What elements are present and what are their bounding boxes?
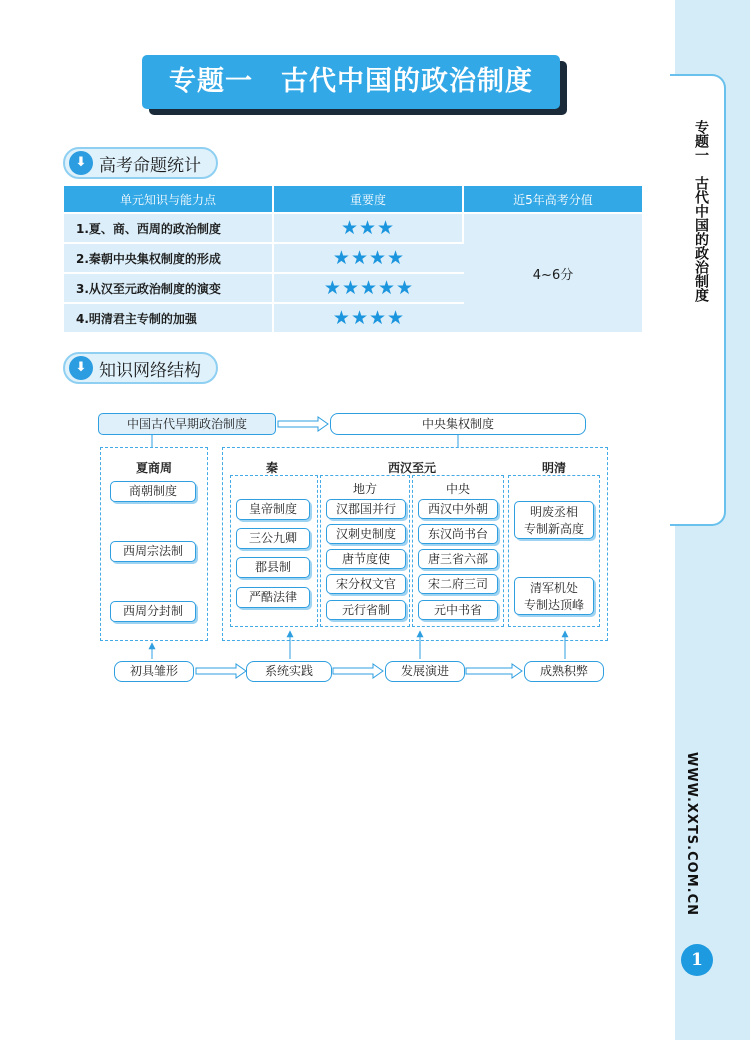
concept-box: 东汉尚书台	[418, 524, 498, 544]
concept-box: 三公九卿	[236, 528, 310, 549]
section-label: 高考命题统计	[99, 155, 201, 176]
side-chapter-label: 专题一 古代中国的政治制度	[693, 120, 709, 302]
side-website-url: WWW.XXTS.COM.CN	[684, 752, 699, 916]
concept-box: 元行省制	[326, 600, 406, 620]
stage-box: 成熟积弊	[524, 661, 604, 682]
star-rating: ★★★★	[274, 242, 464, 272]
concept-box: 元中书省	[418, 600, 498, 620]
table-header-cell: 近5年高考分值	[464, 186, 642, 212]
topic-cell: 1.夏、商、西周的政治制度	[64, 212, 274, 242]
concept-box: 明废丞相 专制新高度	[514, 501, 594, 539]
table-header-cell: 重要度	[274, 186, 464, 212]
concept-box: 皇帝制度	[236, 499, 310, 520]
stage-box: 初具雏形	[114, 661, 194, 682]
knowledge-network-diagram	[90, 405, 630, 695]
concept-box: 西汉中外朝	[418, 499, 498, 519]
concept-box: 郡县制	[236, 557, 310, 578]
concept-box: 西周分封制	[110, 601, 196, 622]
group-header-qin: 秦	[265, 461, 278, 475]
topic-cell: 4.明清君主专制的加强	[64, 302, 274, 332]
topic-cell: 2.秦朝中央集权制度的形成	[64, 242, 274, 272]
page-title: 专题一 古代中国的政治制度	[142, 55, 560, 109]
early-politics-box: 中国古代早期政治制度	[98, 413, 276, 435]
table-header-row	[64, 186, 642, 212]
star-rating: ★★★★	[274, 302, 464, 332]
concept-box: 严酷法律	[236, 587, 310, 608]
concept-box: 唐三省六部	[418, 549, 498, 569]
stage-box: 发展演进	[385, 661, 465, 682]
group-header-ming-qing: 明清	[541, 461, 566, 475]
subheader-local: 地方	[352, 482, 377, 496]
concept-box: 汉刺史制度	[326, 524, 406, 544]
star-rating: ★★★	[274, 212, 464, 242]
table-row	[64, 212, 642, 242]
section-label: 知识网络结构	[99, 360, 201, 381]
section-head-network	[63, 352, 218, 384]
concept-box: 唐节度使	[326, 549, 406, 569]
table-header-cell: 单元知识与能力点	[64, 186, 274, 212]
concept-box: 宋二府三司	[418, 574, 498, 594]
topic-cell: 3.从汉至元政治制度的演变	[64, 272, 274, 302]
concept-box: 宋分权文官	[326, 574, 406, 594]
section-head-stats	[63, 147, 218, 179]
subheader-central: 中央	[445, 482, 470, 496]
group-header-xia-shang-zhou: 夏商周	[135, 461, 172, 475]
concept-box: 西周宗法制	[110, 541, 196, 562]
concept-box: 商朝制度	[110, 481, 196, 502]
group-header-han-to-yuan: 西汉至元	[387, 461, 436, 475]
score-cell: 4~6分	[464, 212, 642, 332]
arrow-down-icon: ⬇	[69, 356, 93, 380]
page-number: 1	[681, 944, 713, 976]
star-rating: ★★★★★	[274, 272, 464, 302]
concept-box: 汉郡国并行	[326, 499, 406, 519]
central-system-box: 中央集权制度	[330, 413, 586, 435]
arrow-down-icon: ⬇	[69, 151, 93, 175]
concept-box: 清军机处 专制达顶峰	[514, 577, 594, 615]
stage-box: 系统实践	[246, 661, 332, 682]
exam-stats-table	[64, 186, 642, 332]
